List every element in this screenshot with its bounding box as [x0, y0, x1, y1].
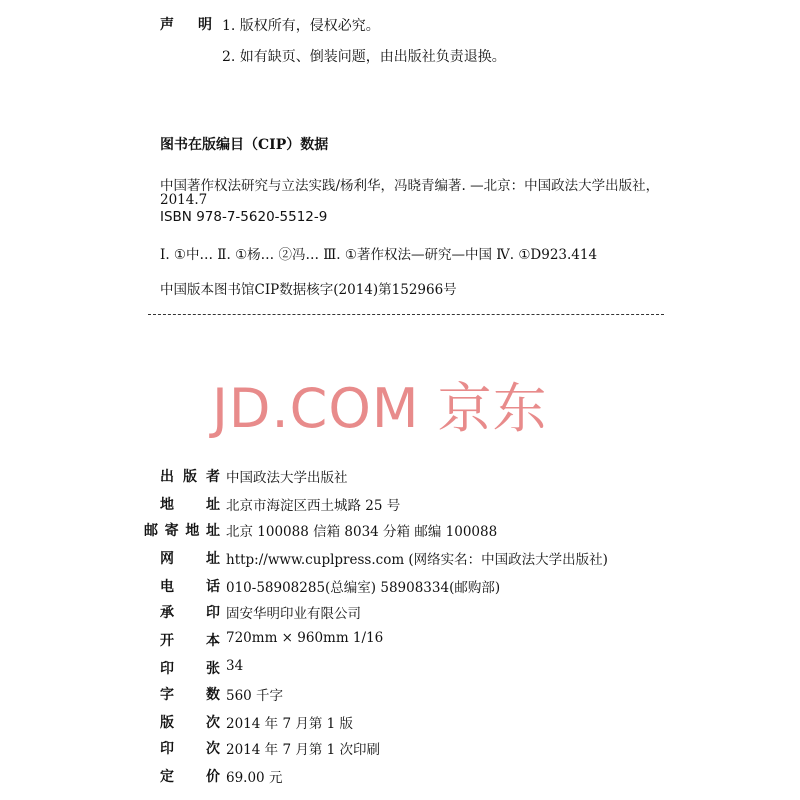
info-value: 2014 年 7 月第 1 次印刷	[226, 742, 380, 758]
cip-number: 中国版本图书馆CIP数据核字(2014)第152966号	[160, 282, 457, 298]
cip-classification: Ⅰ. ①中… Ⅱ. ①杨… ②冯… Ⅲ. ①著作权法—研究—中国 Ⅳ. ①D923.414	[160, 247, 598, 263]
declaration-label: 声明	[160, 17, 236, 33]
info-value: 北京市海淀区西土城路 25 号	[226, 498, 401, 514]
info-label: 印张	[160, 661, 220, 677]
jd-watermark: JD.COM 京东	[212, 377, 548, 440]
info-label: 定价	[160, 769, 220, 785]
info-value: 720mm × 960mm 1/16	[226, 630, 384, 646]
cip-title-line: 中国著作权法研究与立法实践/杨利华，冯晓青编著. —北京：中国政法大学出版社，	[160, 178, 660, 194]
info-label: 字数	[160, 687, 220, 703]
declaration-line-2: 2. 如有缺页、倒装问题，由出版社负责退换。	[222, 49, 506, 65]
info-label: 地址	[160, 497, 220, 513]
declaration-line-1: 1. 版权所有，侵权必究。	[222, 18, 380, 34]
info-label: 出版者	[160, 469, 220, 485]
info-value: 69.00 元	[226, 770, 283, 786]
info-label: 印次	[160, 741, 220, 757]
cip-heading: 图书在版编目（CIP）数据	[160, 137, 329, 153]
info-value: 34	[226, 658, 244, 674]
info-label: 邮寄地址	[144, 523, 220, 539]
info-value: http://www.cuplpress.com (网络实名：中国政法大学出版社)	[226, 552, 608, 568]
cip-isbn: ISBN 978-7-5620-5512-9	[160, 209, 328, 225]
info-value: 固安华明印业有限公司	[226, 606, 361, 622]
info-value: 010-58908285(总编室) 58908334(邮购部)	[226, 580, 501, 596]
info-value: 2014 年 7 月第 1 版	[226, 716, 353, 732]
info-value: 中国政法大学出版社	[226, 470, 348, 486]
cip-date-line: 2014.7	[160, 192, 208, 208]
info-value: 北京 100088 信箱 8034 分箱 邮编 100088	[226, 524, 498, 540]
info-label: 承印	[160, 605, 220, 621]
info-label: 版次	[160, 715, 220, 731]
info-label: 网址	[160, 551, 220, 567]
info-label: 电话	[160, 579, 220, 595]
info-label: 开本	[160, 633, 220, 649]
info-value: 560 千字	[226, 688, 284, 704]
dashed-divider	[148, 314, 664, 315]
